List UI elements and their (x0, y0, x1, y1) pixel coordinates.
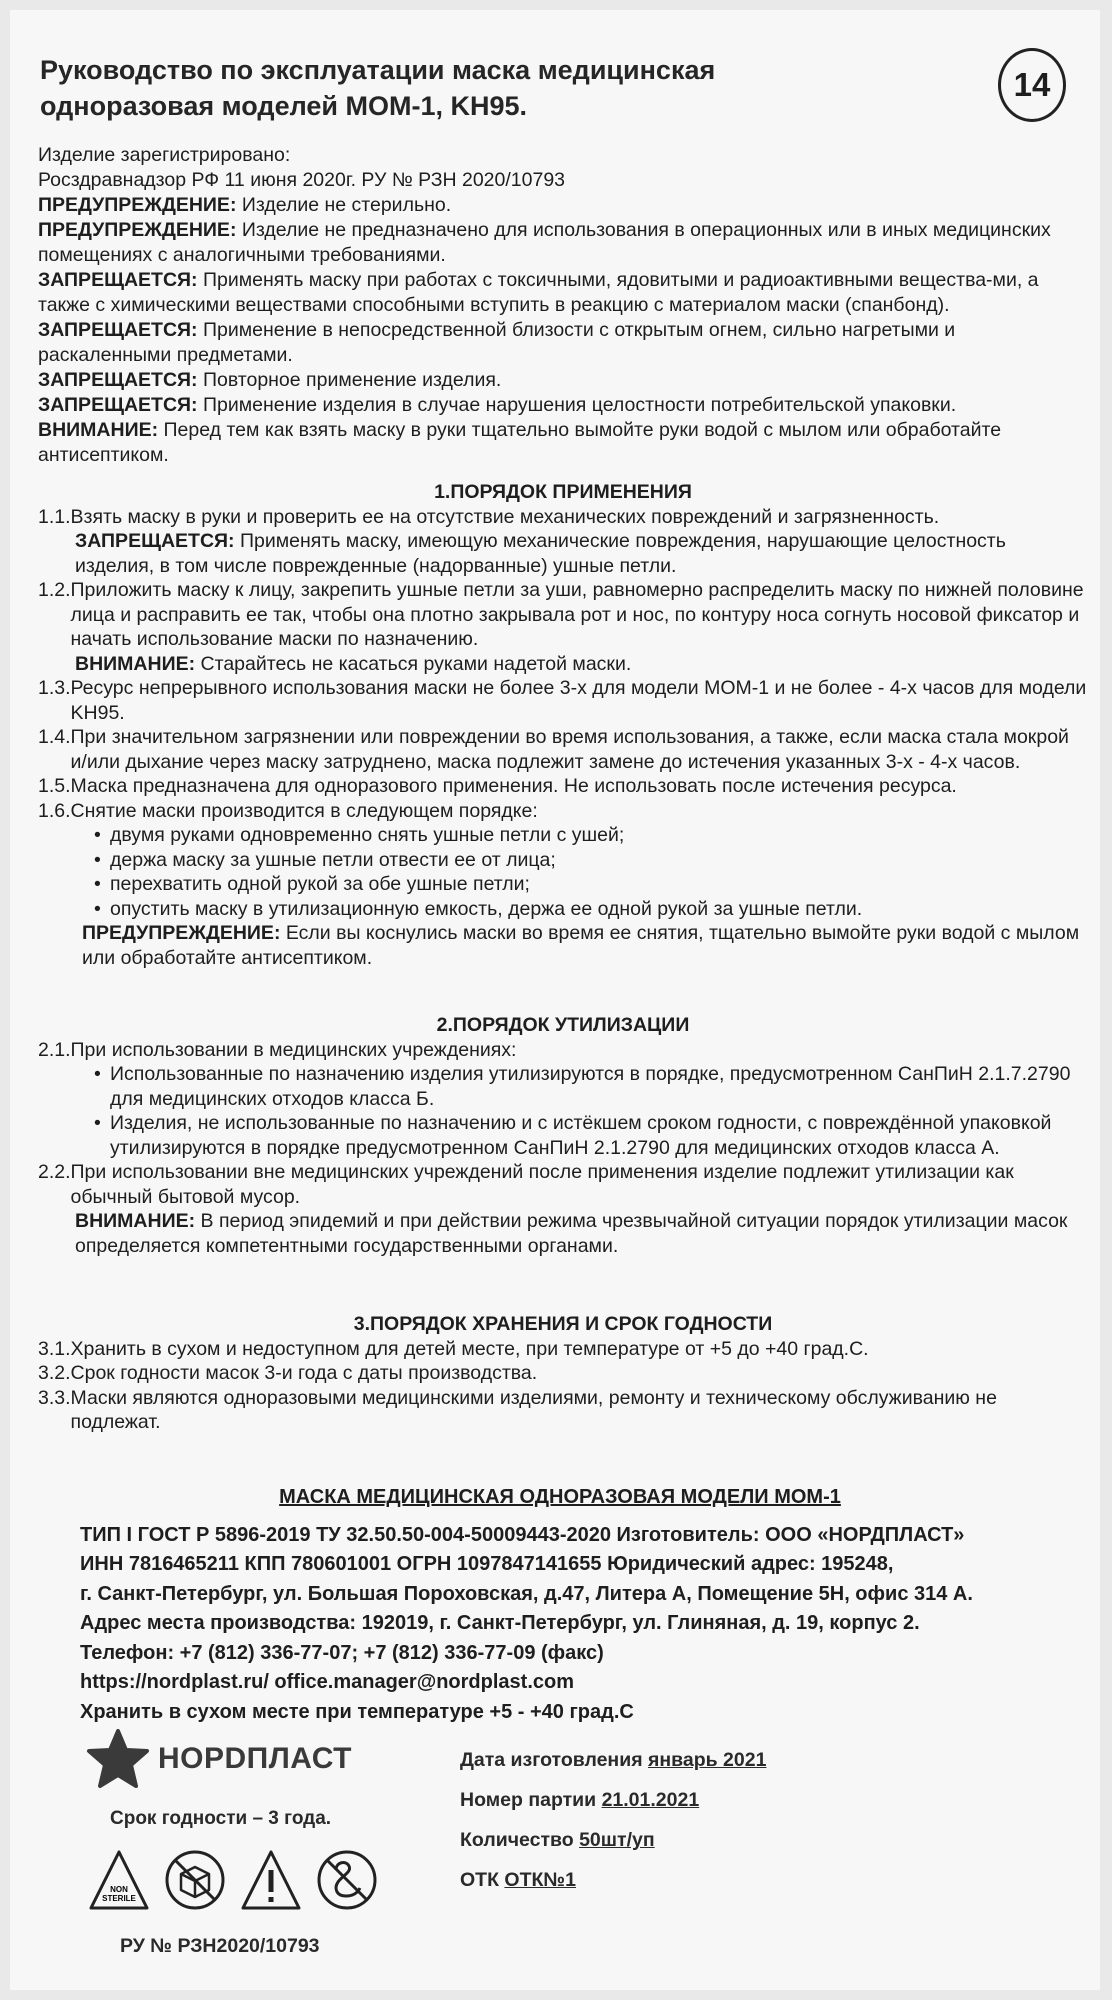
product-line: Адрес места производства: 192019, г. Санкт-Петербург, ул. Глиняная, д. 19, корпус 2. (80, 1612, 920, 1634)
section-disposal (38, 1013, 1088, 1258)
otk-stamp: ОТК ОТК№1 (460, 1869, 576, 1891)
page-number-badge: 14 (998, 48, 1066, 122)
note-paragraph: ВНИМАНИЕ: Старайтесь не касаться руками надетой маски. (75, 652, 632, 675)
note-paragraph: ВНИМАНИЕ: В период эпидемий и при действии режима чрезвычайной ситуации порядок утилизации масок определяется компетентными государственными органами. (75, 1210, 1068, 1257)
shelf-life-label: Срок годности – 3 года. (110, 1808, 332, 1829)
registration-line: Росздравнадзор РФ 11 июня 2020г. РУ № РЗН 2020/10793 (38, 169, 566, 191)
list-item: 3.1. Хранить в сухом и недоступном для детей месте, при температуре от +5 до +40 град.С. (38, 1337, 869, 1360)
manufacture-date: Дата изготовления январь 2021 (460, 1749, 767, 1771)
bullet-item: • двумя руками одновременно снять ушные петли с ушей; (94, 823, 1088, 848)
section-heading: 2.ПОРЯДОК УТИЛИЗАЦИИ (436, 1014, 690, 1036)
prohibition-paragraph: ЗАПРЕЩАЕТСЯ: Применение изделия в случае нарушения целостности потребительской упаковки. (38, 394, 957, 416)
title-line: одноразовая моделей МОМ-1, KH95. (40, 91, 528, 121)
document-title (40, 52, 715, 124)
list-item: 1.3. Ресурс непрерывного использования маски не более 3-х для модели МОМ-1 и не более - 4-х часов для модели KH95. (38, 677, 1087, 724)
product-line: ТИП I ГОСТ Р 5896-2019 ТУ 32.50.50-004-50009443-2020 Изготовитель: ООО «НОРДПЛАСТ» (80, 1523, 965, 1546)
prohibition-paragraph: ЗАПРЕЩАЕТСЯ: Применять маску при работах с токсичными, ядовитыми и радиоактивными вещества-ми, а также с химическими веществами способными вступить в реакцию с материалом маски (спанбонд). (38, 269, 1039, 316)
bullet-item: • перехватить одной рукой за обе ушные петли; (94, 872, 1088, 897)
instruction-sheet (10, 10, 1100, 1990)
non-sterile-icon (88, 1848, 150, 1912)
list-item: 1.5. Маска предназначена для одноразового применения. Не использовать после истечения ресурса. (38, 775, 957, 797)
list-item: 1.1. Взять маску в руки и проверить ее на отсутствие механических повреждений и загрязненность. (38, 505, 940, 528)
note-paragraph: ПРЕДУПРЕЖДЕНИЕ: Если вы коснулись маски во время ее снятия, тщательно вымойте руки водой с мылом или обработайте антисептиком. (82, 922, 1080, 969)
note-paragraph: ЗАПРЕЩАЕТСЯ: Применять маску, имеющую механические повреждения, нарушающие целостность изделия, в том числе поврежденные (надорванные) ушные петли. (75, 530, 1006, 577)
product-info (80, 1483, 1080, 1727)
registration-line: Изделие зарегистрировано: (38, 144, 291, 166)
list-item: 2.1. При использовании в медицинских учреждениях: (38, 1038, 517, 1061)
product-line: ИНН 7816465211 КПП 780601001 ОГРН 1097847141655 Юридический адрес: 195248, (80, 1553, 894, 1575)
brand-name: НОРDПЛАСТ (158, 1742, 352, 1775)
product-title: МАСКА МЕДИЦИНСКАЯ ОДНОРАЗОВАЯ МОДЕЛИ МОМ-1 (279, 1486, 841, 1508)
attention-paragraph: ВНИМАНИЕ: Перед тем как взять маску в руки тщательно вымойте руки водой с мылом или обработайте антисептиком. (38, 419, 1002, 466)
product-line: https://nordplast.ru/ office.manager@nordplast.com (80, 1671, 574, 1693)
do-not-use-if-damaged-icon (164, 1848, 226, 1912)
title-line: Руководство по эксплуатации маска медицинская (40, 55, 716, 85)
list-item: 1.2. Приложить маску к лицу, закрепить ушные петли за уши, равномерно распределить маску по нижней половине лица и расправить ее так, чтобы она плотно закрывала рот и нос, по контуру носа согнуть носовой фиксатор и начать использование маски по назначению. (38, 579, 1084, 650)
warning-paragraph: ПРЕДУПРЕЖДЕНИЕ: Изделие не предназначено для использования в операционных или в иных медицинских помещениях с аналогичными требованиями. (38, 219, 1051, 266)
symbol-row (88, 1848, 378, 1912)
batch-info (460, 1740, 766, 1900)
product-line: г. Санкт-Петербург, ул. Большая Пороховская, д.47, Литера А, Помещение 5Н, офис 314 А. (80, 1582, 973, 1605)
batch-number: Номер партии 21.01.2021 (460, 1789, 700, 1811)
caution-icon (240, 1848, 302, 1912)
list-item: 1.4. При значительном загрязнении или повреждении во время использования, а также, если маска стала мокрой и/или дыхание через маску затруднено, маска подлежит замене до истечения указанных 3-х - 4-х часов. (38, 726, 1069, 773)
list-item: 2.2. При использовании вне медицинских учреждений после применения изделие подлежит утилизации как обычный бытовой мусор. (38, 1161, 1014, 1208)
warning-paragraph: ПРЕДУПРЕЖДЕНИЕ: Изделие не стерильно. (38, 194, 452, 216)
bullet-item: • держа маску за ушные петли отвести ее от лица; (94, 848, 1088, 873)
do-not-reuse-icon (316, 1848, 378, 1912)
bullet-list (38, 1062, 1088, 1160)
intro-block (38, 143, 1083, 468)
svg-text:STERILE: STERILE (102, 1894, 136, 1903)
bullet-item: • Изделия, не использованные по назначению и с истёкшем сроком годности, с повреждённой упаковкой утилизируются в порядке предусмотренном СанПиН 2.1.2790 для медицинских отходов класса А. (94, 1111, 1088, 1160)
prohibition-paragraph: ЗАПРЕЩАЕТСЯ: Повторное применение изделия. (38, 369, 502, 391)
bullet-list (38, 823, 1088, 921)
prohibition-paragraph: ЗАПРЕЩАЕТСЯ: Применение в непосредственной близости с открытым огнем, сильно нагретыми и раскаленными предметами. (38, 319, 956, 366)
section-heading: 3.ПОРЯДОК ХРАНЕНИЯ И СРОК ГОДНОСТИ (353, 1313, 773, 1335)
list-item: 1.6. Снятие маски производится в следующем порядке: (38, 799, 538, 822)
bullet-item: • опустить маску в утилизационную емкость, держа ее одной рукой за ушные петли. (94, 897, 1088, 922)
product-line: Хранить в сухом месте при температуре +5 - +40 град.С (80, 1700, 634, 1723)
registration-number: РУ № РЗН2020/10793 (120, 1935, 320, 1957)
section-heading: 1.ПОРЯДОК ПРИМЕНЕНИЯ (434, 481, 692, 503)
product-line: Телефон: +7 (812) 336-77-07; +7 (812) 336-77-09 (факс) (80, 1641, 604, 1664)
list-item: 3.2. Срок годности масок 3-и года с даты производства. (38, 1362, 538, 1384)
svg-text:NON: NON (110, 1885, 128, 1894)
section-usage (38, 480, 1088, 970)
brand-logo (86, 1728, 352, 1790)
list-item: 3.3. Маски являются одноразовыми медицинскими изделиями, ремонту и техническому обслуживанию не подлежат. (38, 1386, 997, 1433)
section-storage (38, 1312, 1088, 1435)
star-icon (86, 1728, 150, 1790)
quantity: Количество 50шт/уп (460, 1829, 655, 1851)
bullet-item: • Использованные по назначению изделия утилизируются в порядке, предусмотренном СанПиН 2.1.7.2790 для медицинских отходов класса Б. (94, 1062, 1088, 1111)
